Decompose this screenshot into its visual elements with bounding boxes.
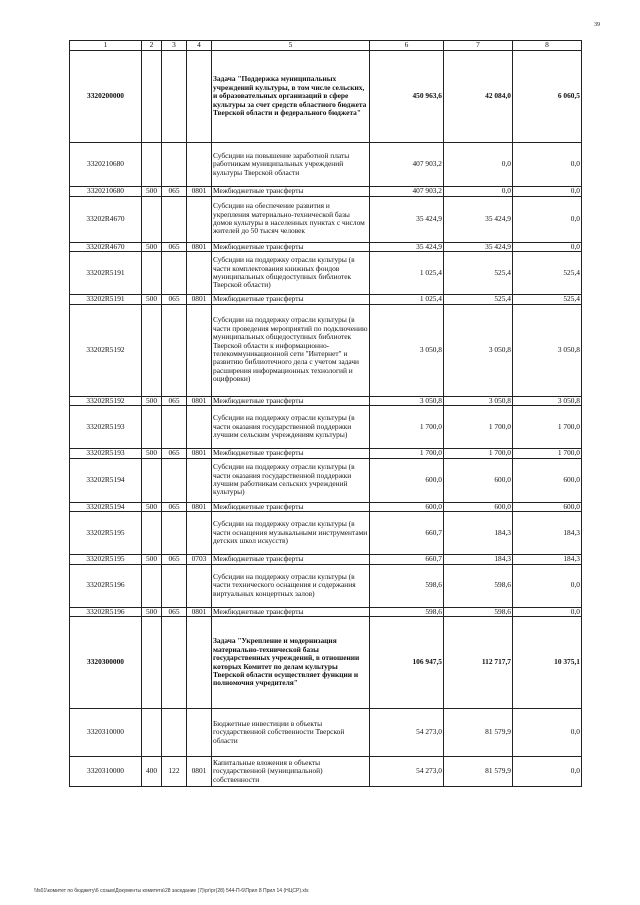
- amount-year3-cell: 1 700,0: [513, 406, 582, 449]
- section-code-cell: 0801: [187, 396, 212, 406]
- amount-year1-cell: 1 025,4: [370, 252, 444, 295]
- amount-year2-cell: 0,0: [444, 187, 513, 197]
- amount-year1-cell: 106 947,5: [370, 617, 444, 709]
- target-code-cell: 33202R5196: [70, 564, 142, 607]
- task-row: [70, 51, 582, 143]
- amount-year3-cell: 525,4: [513, 295, 582, 305]
- expense-type-cell: 500: [142, 187, 162, 197]
- ministry-code-cell: [162, 709, 187, 757]
- amount-year1-cell: 600,0: [370, 502, 444, 512]
- expense-type-cell: [142, 512, 162, 555]
- amount-year2-cell: 525,4: [444, 252, 513, 295]
- target-code-cell: 33202R5194: [70, 502, 142, 512]
- amount-year1-cell: 1 025,4: [370, 295, 444, 305]
- target-code-cell: 3320300000: [70, 617, 142, 709]
- amount-year1-cell: 660,7: [370, 512, 444, 555]
- header-cell: 2: [142, 41, 162, 51]
- target-code-cell: 33202R5192: [70, 304, 142, 396]
- amount-year1-cell: 3 050,8: [370, 304, 444, 396]
- description-cell: Субсидии на обеспечение развития и укрепления материально-технической базы домов культуры в населенных пунктах с числом жителей до 50 тысяч человек: [212, 196, 370, 242]
- ministry-code-cell: [162, 512, 187, 555]
- section-code-cell: 0801: [187, 757, 212, 787]
- section-code-cell: [187, 304, 212, 396]
- page-number: 39: [594, 22, 600, 28]
- section-code-cell: [187, 143, 212, 187]
- ministry-code-cell: 122: [162, 757, 187, 787]
- expense-type-cell: 500: [142, 242, 162, 252]
- target-code-cell: 33202R5196: [70, 607, 142, 617]
- expense-type-cell: [142, 252, 162, 295]
- target-code-cell: 33202R5195: [70, 555, 142, 565]
- header-row: [70, 41, 582, 51]
- amount-year2-cell: 81 579,9: [444, 709, 513, 757]
- ministry-code-cell: [162, 143, 187, 187]
- amount-year1-cell: 35 424,9: [370, 196, 444, 242]
- section-code-cell: 0801: [187, 242, 212, 252]
- ministry-code-cell: 065: [162, 242, 187, 252]
- amount-year1-cell: 660,7: [370, 555, 444, 565]
- amount-year1-cell: 54 273,0: [370, 757, 444, 787]
- expense-type-cell: [142, 196, 162, 242]
- description-cell: Задача "Поддержка муниципальных учреждений культуры, в том числе сельских, и образовательных организаций в сфере культуры за счет средств областного бюджета Тверской области и федерального бюджета": [212, 51, 370, 143]
- amount-year2-cell: 600,0: [444, 502, 513, 512]
- amount-year3-cell: 0,0: [513, 564, 582, 607]
- description-cell: Субсидии на повышение заработной платы работникам муниципальных учреждений культуры Тверской области: [212, 143, 370, 187]
- expense-type-cell: 500: [142, 607, 162, 617]
- expense-type-cell: 500: [142, 396, 162, 406]
- ministry-code-cell: [162, 564, 187, 607]
- expense-type-cell: 500: [142, 555, 162, 565]
- section-code-cell: [187, 252, 212, 295]
- ministry-code-cell: 065: [162, 295, 187, 305]
- header-cell: 6: [370, 41, 444, 51]
- amount-year1-cell: 407 903,2: [370, 187, 444, 197]
- target-code-cell: 3320310000: [70, 709, 142, 757]
- amount-year1-cell: 3 050,8: [370, 396, 444, 406]
- amount-year2-cell: 35 424,9: [444, 196, 513, 242]
- description-cell: Межбюджетные трансферты: [212, 242, 370, 252]
- subsidy-row: [70, 304, 582, 396]
- section-code-cell: 0801: [187, 607, 212, 617]
- description-cell: Субсидии на поддержку отрасли культуры (в части комплектования книжных фондов муниципальных общедоступных библиотек Тверской области): [212, 252, 370, 295]
- amount-year2-cell: 600,0: [444, 458, 513, 502]
- subsidy-row: [70, 512, 582, 555]
- amount-year3-cell: 0,0: [513, 709, 582, 757]
- amount-year3-cell: 600,0: [513, 502, 582, 512]
- transfer-row: [70, 242, 582, 252]
- section-code-cell: [187, 512, 212, 555]
- section-code-cell: [187, 406, 212, 449]
- amount-year1-cell: 450 963,6: [370, 51, 444, 143]
- header-cell: 1: [70, 41, 142, 51]
- amount-year3-cell: 0,0: [513, 196, 582, 242]
- header-cell: 5: [212, 41, 370, 51]
- transfer-row: [70, 502, 582, 512]
- amount-year2-cell: 81 579,9: [444, 757, 513, 787]
- description-cell: Межбюджетные трансферты: [212, 396, 370, 406]
- target-code-cell: 3320210680: [70, 187, 142, 197]
- expense-type-cell: 500: [142, 449, 162, 459]
- ministry-code-cell: 065: [162, 449, 187, 459]
- amount-year1-cell: 600,0: [370, 458, 444, 502]
- target-code-cell: 33202R4670: [70, 196, 142, 242]
- target-code-cell: 3320200000: [70, 51, 142, 143]
- transfer-row: [70, 449, 582, 459]
- amount-year2-cell: 598,6: [444, 607, 513, 617]
- subsidy-row: [70, 757, 582, 787]
- amount-year3-cell: 0,0: [513, 187, 582, 197]
- expense-type-cell: [142, 304, 162, 396]
- amount-year2-cell: 184,3: [444, 512, 513, 555]
- subsidy-row: [70, 406, 582, 449]
- description-cell: Субсидии на поддержку отрасли культуры (в части оснащения музыкальными инструментами детских школ искусств): [212, 512, 370, 555]
- amount-year1-cell: 598,6: [370, 564, 444, 607]
- transfer-row: [70, 295, 582, 305]
- amount-year3-cell: 0,0: [513, 143, 582, 187]
- section-code-cell: [187, 51, 212, 143]
- amount-year3-cell: 6 060,5: [513, 51, 582, 143]
- ministry-code-cell: [162, 304, 187, 396]
- description-cell: Межбюджетные трансферты: [212, 607, 370, 617]
- amount-year3-cell: 0,0: [513, 757, 582, 787]
- expense-type-cell: [142, 406, 162, 449]
- header-cell: 3: [162, 41, 187, 51]
- target-code-cell: 3320210680: [70, 143, 142, 187]
- subsidy-row: [70, 143, 582, 187]
- amount-year2-cell: 3 050,8: [444, 396, 513, 406]
- expense-type-cell: [142, 709, 162, 757]
- amount-year3-cell: 1 700,0: [513, 449, 582, 459]
- subsidy-row: [70, 709, 582, 757]
- amount-year2-cell: 1 700,0: [444, 406, 513, 449]
- expense-type-cell: [142, 51, 162, 143]
- section-code-cell: [187, 709, 212, 757]
- amount-year2-cell: 112 717,7: [444, 617, 513, 709]
- target-code-cell: 33202R5191: [70, 252, 142, 295]
- ministry-code-cell: 065: [162, 396, 187, 406]
- expense-type-cell: 500: [142, 295, 162, 305]
- expense-type-cell: 400: [142, 757, 162, 787]
- description-cell: Капитальные вложения в объекты государственной (муниципальной) собственности: [212, 757, 370, 787]
- amount-year1-cell: 35 424,9: [370, 242, 444, 252]
- amount-year3-cell: 3 050,8: [513, 396, 582, 406]
- description-cell: Субсидии на поддержку отрасли культуры (в части проведения мероприятий по подключению муниципальных общедоступных библиотек Тверской области к информационно-телекоммуникационной сети "Интернет" и развитию библиотечного дела с учетом задачи расширения информационных технологий и оцифровки): [212, 304, 370, 396]
- target-code-cell: 33202R5194: [70, 458, 142, 502]
- table-body: [70, 41, 582, 787]
- target-code-cell: 33202R5195: [70, 512, 142, 555]
- amount-year3-cell: 184,3: [513, 555, 582, 565]
- amount-year3-cell: 600,0: [513, 458, 582, 502]
- description-cell: Межбюджетные трансферты: [212, 555, 370, 565]
- file-path-footer: \\fs01\комитет по бюджету\6 созыв\Документы комитета\28 заседание (7)\рг\рг(28) 544-П-6\Прил 8 Прил 14 (НЦСР).xls: [34, 888, 309, 894]
- amount-year1-cell: 1 700,0: [370, 449, 444, 459]
- description-cell: Межбюджетные трансферты: [212, 502, 370, 512]
- header-cell: 8: [513, 41, 582, 51]
- expense-type-cell: [142, 617, 162, 709]
- expense-type-cell: [142, 143, 162, 187]
- description-cell: Межбюджетные трансферты: [212, 449, 370, 459]
- amount-year3-cell: 184,3: [513, 512, 582, 555]
- amount-year3-cell: 525,4: [513, 252, 582, 295]
- amount-year2-cell: 3 050,8: [444, 304, 513, 396]
- ministry-code-cell: [162, 51, 187, 143]
- description-cell: Субсидии на поддержку отрасли культуры (в части технического оснащения и содержания виртуальных концертных залов): [212, 564, 370, 607]
- budget-table: [69, 40, 582, 787]
- amount-year1-cell: 54 273,0: [370, 709, 444, 757]
- ministry-code-cell: 065: [162, 555, 187, 565]
- section-code-cell: [187, 196, 212, 242]
- section-code-cell: 0801: [187, 295, 212, 305]
- subsidy-row: [70, 458, 582, 502]
- amount-year2-cell: 42 084,0: [444, 51, 513, 143]
- section-code-cell: 0801: [187, 187, 212, 197]
- subsidy-row: [70, 564, 582, 607]
- target-code-cell: 33202R4670: [70, 242, 142, 252]
- section-code-cell: [187, 564, 212, 607]
- transfer-row: [70, 607, 582, 617]
- transfer-row: [70, 396, 582, 406]
- amount-year1-cell: 1 700,0: [370, 406, 444, 449]
- target-code-cell: 33202R5192: [70, 396, 142, 406]
- amount-year2-cell: 598,6: [444, 564, 513, 607]
- description-cell: Межбюджетные трансферты: [212, 187, 370, 197]
- transfer-row: [70, 187, 582, 197]
- task-row: [70, 617, 582, 709]
- expense-type-cell: 500: [142, 502, 162, 512]
- target-code-cell: 33202R5193: [70, 449, 142, 459]
- section-code-cell: [187, 458, 212, 502]
- ministry-code-cell: [162, 406, 187, 449]
- target-code-cell: 3320310000: [70, 757, 142, 787]
- ministry-code-cell: [162, 458, 187, 502]
- ministry-code-cell: 065: [162, 187, 187, 197]
- target-code-cell: 33202R5193: [70, 406, 142, 449]
- section-code-cell: 0703: [187, 555, 212, 565]
- description-cell: Межбюджетные трансферты: [212, 295, 370, 305]
- expense-type-cell: [142, 564, 162, 607]
- amount-year2-cell: 0,0: [444, 143, 513, 187]
- ministry-code-cell: 065: [162, 502, 187, 512]
- target-code-cell: 33202R5191: [70, 295, 142, 305]
- section-code-cell: 0801: [187, 502, 212, 512]
- subsidy-row: [70, 196, 582, 242]
- description-cell: Бюджетные инвестиции в объекты государственной собственности Тверской области: [212, 709, 370, 757]
- amount-year3-cell: 10 375,1: [513, 617, 582, 709]
- ministry-code-cell: 065: [162, 607, 187, 617]
- description-cell: Задача "Укрепление и модернизация материально-технической базы государственных учреждений, в отношении которых Комитет по делам культуры Тверской области осуществляет функции и полномочия учредителя": [212, 617, 370, 709]
- section-code-cell: 0801: [187, 449, 212, 459]
- section-code-cell: [187, 617, 212, 709]
- amount-year2-cell: 1 700,0: [444, 449, 513, 459]
- amount-year2-cell: 525,4: [444, 295, 513, 305]
- amount-year3-cell: 0,0: [513, 242, 582, 252]
- ministry-code-cell: [162, 617, 187, 709]
- amount-year1-cell: 598,6: [370, 607, 444, 617]
- subsidy-row: [70, 252, 582, 295]
- amount-year2-cell: 184,3: [444, 555, 513, 565]
- amount-year3-cell: 3 050,8: [513, 304, 582, 396]
- ministry-code-cell: [162, 252, 187, 295]
- transfer-row: [70, 555, 582, 565]
- amount-year3-cell: 0,0: [513, 607, 582, 617]
- description-cell: Субсидии на поддержку отрасли культуры (в части оказания государственной поддержки лучшим работникам сельских учреждений культуры): [212, 458, 370, 502]
- amount-year1-cell: 407 903,2: [370, 143, 444, 187]
- description-cell: Субсидии на поддержку отрасли культуры (в части оказания государственной поддержки лучшим сельским учреждениям культуры): [212, 406, 370, 449]
- header-cell: 7: [444, 41, 513, 51]
- ministry-code-cell: [162, 196, 187, 242]
- amount-year2-cell: 35 424,9: [444, 242, 513, 252]
- header-cell: 4: [187, 41, 212, 51]
- expense-type-cell: [142, 458, 162, 502]
